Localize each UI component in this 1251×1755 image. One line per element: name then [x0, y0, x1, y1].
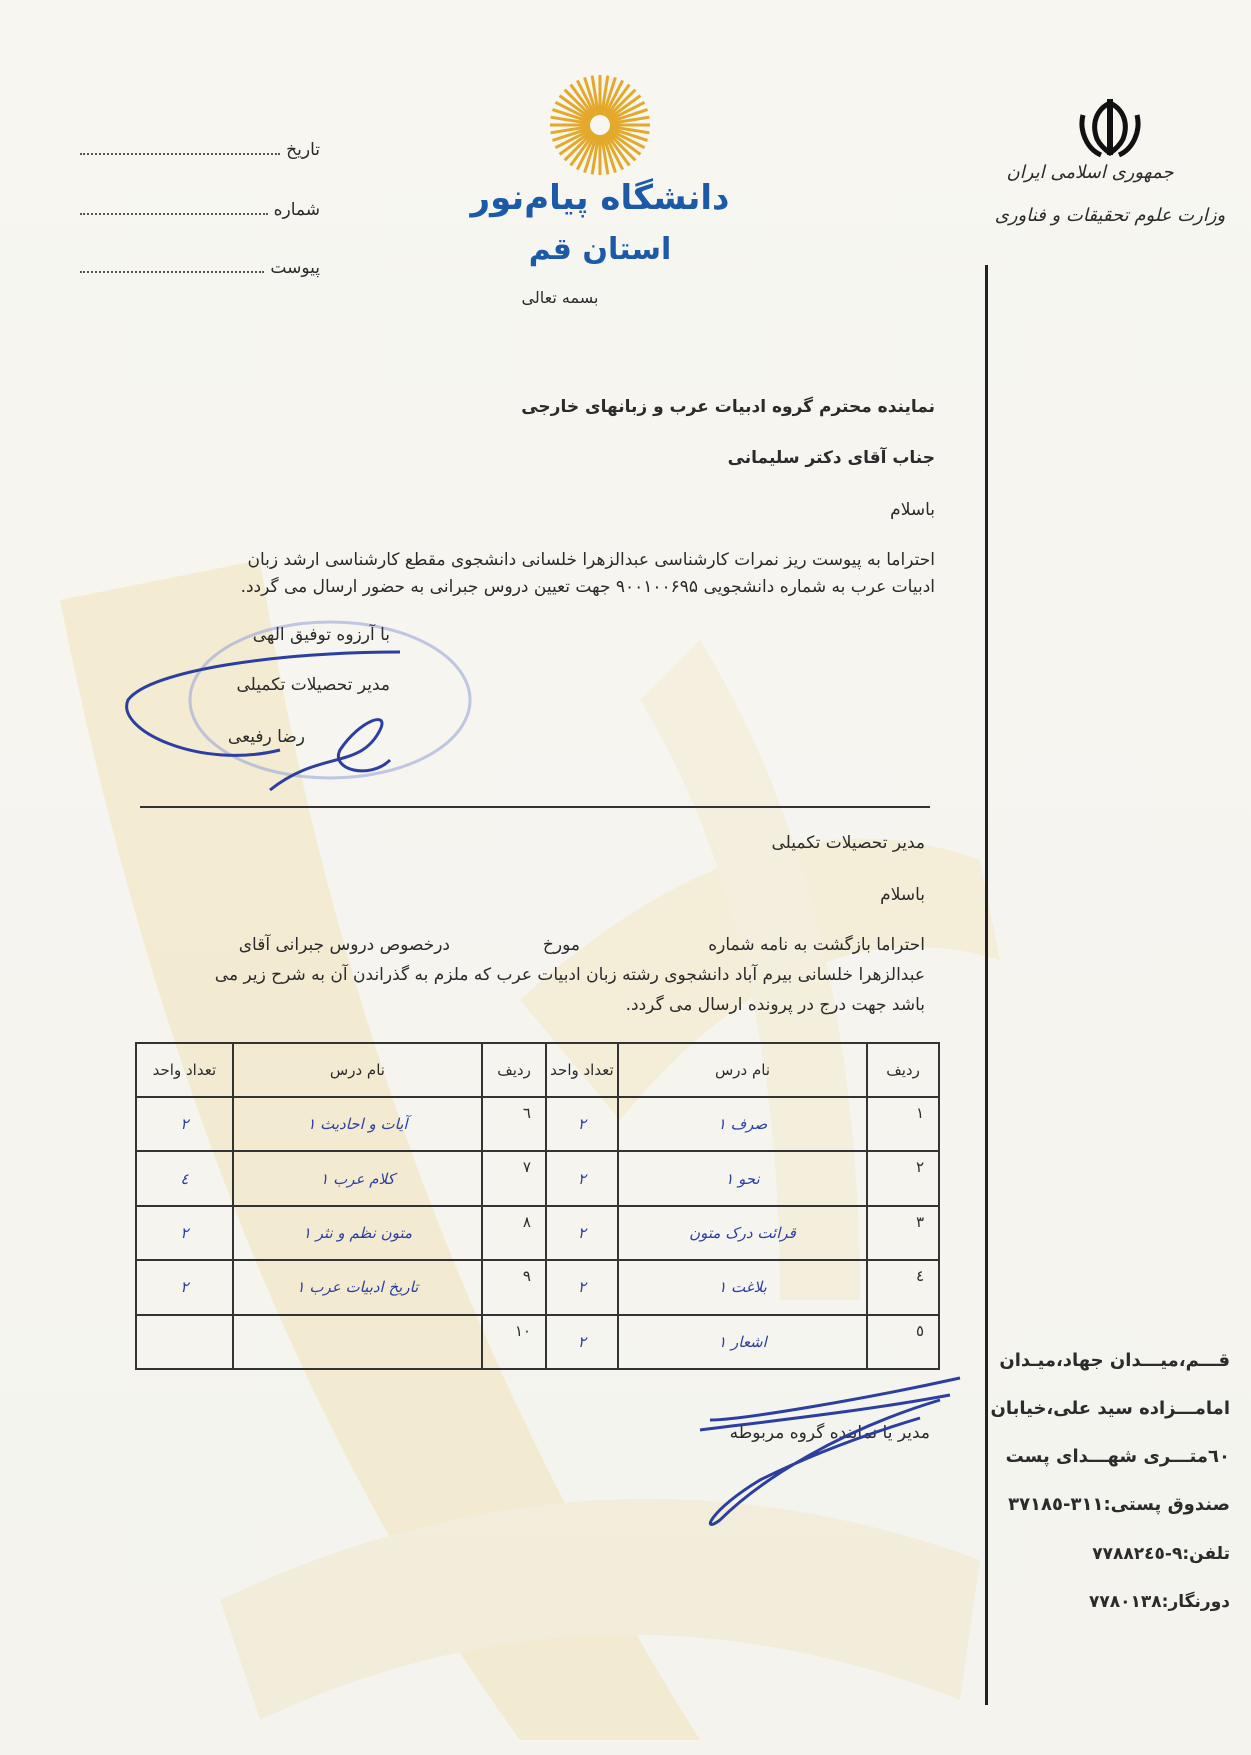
- table-row: [136, 1097, 939, 1151]
- basmala: بسمه تعالی: [521, 288, 599, 307]
- course-name: صرف ۱: [618, 1097, 867, 1151]
- header-row-left: ردیف: [482, 1043, 546, 1097]
- university-sunburst-logo: [545, 70, 655, 180]
- course-units: ۲: [546, 1315, 618, 1369]
- course-units: ۲: [136, 1206, 233, 1260]
- course-name: آیات و احادیث ۱: [233, 1097, 482, 1151]
- header-row-right: ردیف: [867, 1043, 939, 1097]
- table-row: [136, 1315, 939, 1369]
- course-name: تاریخ ادبیات عرب ۱: [233, 1260, 482, 1314]
- courses-table: [135, 1042, 940, 1370]
- course-units: ۲: [546, 1260, 618, 1314]
- course-units: ۲: [546, 1151, 618, 1205]
- letter1-body-line1: احتراما به پیوست ریز نمرات کارشناسی عبدالزهرا خلسانی دانشجوی مقطع کارشناسی ارشد زبان: [247, 550, 935, 570]
- course-name: قرائت درک متون: [618, 1206, 867, 1260]
- row-number: ٥: [867, 1315, 939, 1369]
- letter2-recipient: مدیر تحصیلات تکمیلی: [771, 833, 925, 853]
- row-number: ٨: [482, 1206, 546, 1260]
- attachment-field: [80, 248, 320, 278]
- number-dots: [80, 207, 268, 215]
- margin-divider: [985, 265, 988, 1705]
- header-course-right: نام درس: [618, 1043, 867, 1097]
- letter1-body-line2: ادبیات عرب به شماره دانشجویی ۹۰۰۱۰۰۶۹۵ جهت تعیین دروس جبرانی به حضور ارسال می گردد.: [240, 577, 935, 597]
- course-name: بلاغت ۱: [618, 1260, 867, 1314]
- header-units-right: تعداد واحد: [546, 1043, 618, 1097]
- contact-line-2: امامـــزاده سید علی،خیابان: [990, 1398, 1230, 1419]
- table-row: [136, 1206, 939, 1260]
- course-name: متون نظم و نثر ۱: [233, 1206, 482, 1260]
- contact-fax: دورنگار:٧٧٨٠١٣٨: [1089, 1592, 1230, 1612]
- number-field: [80, 190, 320, 220]
- letter2-body-line2: عبدالزهرا خلسانی بیرم آباد دانشجوی رشته زبان ادبیات عرب که ملزم به گذراندن آن به شرح زیر می: [214, 965, 925, 985]
- contact-line-3: ٦٠متـــری شهـــدای پست: [1005, 1446, 1230, 1467]
- letter1-signer-title: مدیر تحصیلات تکمیلی: [236, 675, 390, 695]
- row-number: ١٠: [482, 1315, 546, 1369]
- gov-line-1: جمهوری اسلامی ایران: [1006, 162, 1174, 183]
- date-label: تاریخ: [286, 140, 320, 160]
- table-header-row: [136, 1043, 939, 1097]
- row-number: ۱: [867, 1097, 939, 1151]
- number-label: شماره: [273, 200, 320, 220]
- course-units: ٤: [136, 1151, 233, 1205]
- course-name: اشعار ۱: [618, 1315, 867, 1369]
- letter2-line1-part2: مورخ: [542, 935, 580, 955]
- letter1-closing: با آرزوه توفیق الهی: [252, 625, 390, 645]
- course-units: ۲: [546, 1097, 618, 1151]
- header-course-left: نام درس: [233, 1043, 482, 1097]
- course-units: [136, 1315, 233, 1369]
- iran-emblem-icon: [1075, 95, 1145, 160]
- course-name: نحو ۱: [618, 1151, 867, 1205]
- row-number: ٦: [482, 1097, 546, 1151]
- row-number: ٧: [482, 1151, 546, 1205]
- contact-line-1: قـــم،میـــدان جهاد،میـدان: [999, 1350, 1230, 1371]
- letter2-footer-sign: مدیر یا نماینده گروه مربوطه: [729, 1423, 930, 1443]
- letter1-greeting: باسلام: [890, 500, 935, 520]
- letter2-body-line3: باشد جهت درج در پرونده ارسال می گردد.: [625, 995, 925, 1015]
- row-number: ۳: [867, 1206, 939, 1260]
- letter2-line1-part1: احتراما بازگشت به نامه شماره: [708, 935, 925, 955]
- header-units-left: تعداد واحد: [136, 1043, 233, 1097]
- university-name: دانشگاه پیام‌نور: [470, 178, 730, 218]
- letter1-signer-name: رضا رفیعی: [227, 727, 305, 747]
- attachment-dots: [80, 265, 264, 273]
- province-name: استان قم: [528, 232, 672, 267]
- section-divider: [140, 806, 930, 808]
- contact-line-4: صندوق پستی:٣١١-٣٧١٨٥: [1008, 1494, 1230, 1515]
- course-name: [233, 1315, 482, 1369]
- attachment-label: پیوست: [270, 258, 320, 278]
- row-number: ٤: [867, 1260, 939, 1314]
- table-row: [136, 1260, 939, 1314]
- course-units: ۲: [546, 1206, 618, 1260]
- letter1-recipient: نماینده محترم گروه ادبیات عرب و زبانهای خارجی: [521, 397, 935, 417]
- course-units: ۲: [136, 1260, 233, 1314]
- course-name: کلام عرب ۱: [233, 1151, 482, 1205]
- letter1-addressee: جناب آقای دکتر سلیمانی: [727, 448, 935, 468]
- contact-phone: تلفن:٩-٧٧٨٨٢٤٥: [1092, 1544, 1230, 1564]
- gov-line-2: وزارت علوم تحقیقات و فناوری: [994, 205, 1226, 226]
- date-dots: [80, 147, 280, 155]
- letter2-line1-part3: درخصوص دروس جبرانی آقای: [238, 935, 450, 955]
- letter2-greeting: باسلام: [880, 885, 925, 905]
- table-row: [136, 1151, 939, 1205]
- row-number: ٩: [482, 1260, 546, 1314]
- signature-1: [120, 640, 420, 800]
- course-units: ۲: [136, 1097, 233, 1151]
- row-number: ۲: [867, 1151, 939, 1205]
- signature-2: [620, 1370, 970, 1540]
- date-field: [80, 130, 320, 160]
